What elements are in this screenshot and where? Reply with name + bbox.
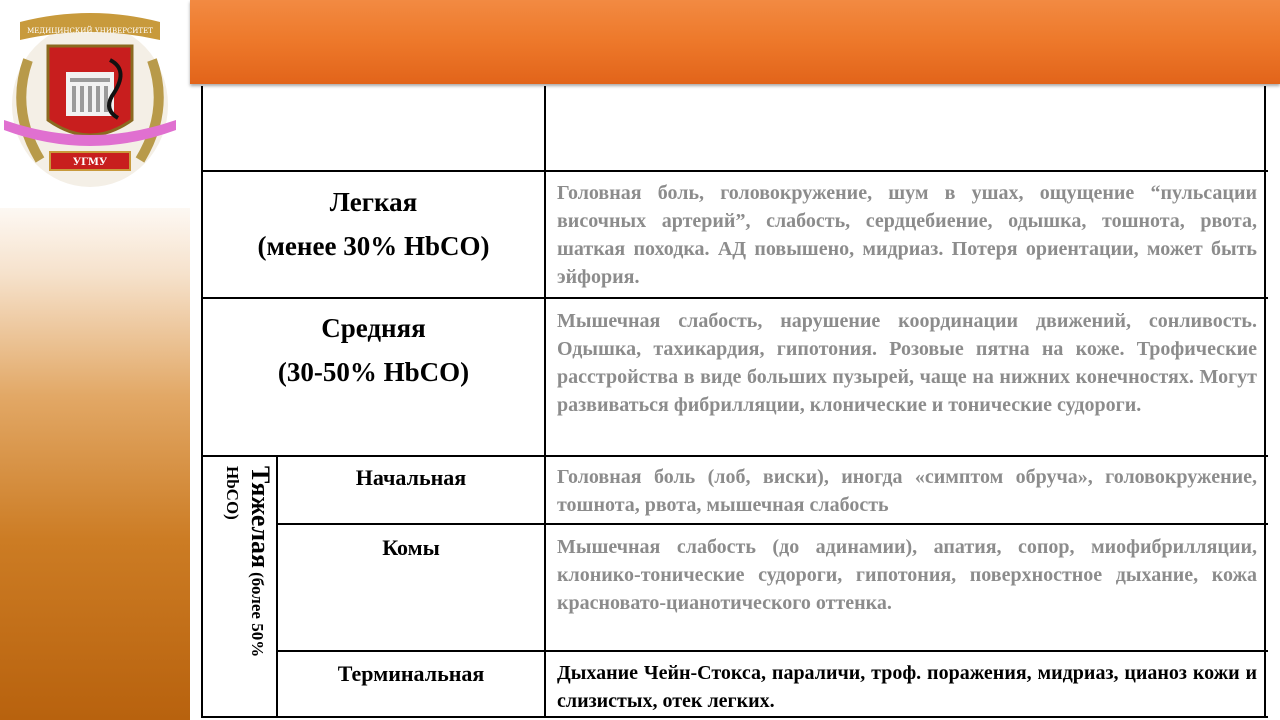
symptoms-coma: Мышечная слабость (до адинамии), апатия, сопор, миофибрилляции, клонико-тонические судороги, гипотония, поверхностное дыхание, кожа красновато-цианотического оттенка. <box>557 536 1257 614</box>
column-divider <box>544 86 546 718</box>
university-logo <box>0 0 190 208</box>
severity-label-light <box>203 180 544 268</box>
severity-name: Тяжелая <box>246 466 275 569</box>
svg-text:МЕДИЦИНСКИЙ УНИВЕРСИТЕТ: МЕДИЦИНСКИЙ УНИВЕРСИТЕТ <box>27 27 153 35</box>
svg-text:УГМУ: УГМУ <box>72 157 108 168</box>
stage-label-terminal: Терминальная <box>337 661 485 686</box>
header-bar <box>190 0 1280 84</box>
row-divider <box>276 523 1268 525</box>
row-divider <box>201 297 1268 299</box>
severity-label-moderate <box>203 306 544 394</box>
row-divider <box>201 455 1268 457</box>
row-divider <box>201 170 1268 172</box>
severity-name: Легкая <box>329 187 418 217</box>
severity-name: Средняя <box>321 313 426 343</box>
severity-range: (30-50% HbCO) <box>277 357 470 387</box>
symptoms-terminal: Дыхание Чейн-Стокса, параличи, троф. поражения, мидриаз, цианоз кожи и слизистых, отек легких. <box>557 662 1257 712</box>
severity-range: (более 50% HbCO) <box>223 466 267 658</box>
severity-range: (менее 30% HbCO) <box>257 231 490 261</box>
symptoms-initial: Головная боль (лоб, виски), иногда «симптом обруча», головокружение, тошнота, рвота, мышечная слабость <box>557 466 1257 516</box>
ugmu-emblem-icon <box>0 0 190 208</box>
severity-label-severe <box>206 466 275 712</box>
symptoms-light: Головная боль, головокружение, шум в ушах, ощущение “пульсации височных артерий”, слабость, сердцебиение, одышка, тошнота, рвота, шаткая походка. АД повышено, мидриаз. Потеря ориентации, может быть эйфория. <box>557 182 1257 288</box>
stage-label-initial: Начальная <box>355 465 467 490</box>
stage-label-coma: Комы <box>382 535 440 560</box>
row-divider <box>201 716 1268 718</box>
row-divider <box>276 650 1268 652</box>
symptoms-moderate: Мышечная слабость, нарушение координации движений, сонливость. Одышка, тахикардия, гипотония. Розовые пятна на коже. Трофические расстройства в виде больших пузырей, чаще на нижних конечностях. Могут развиваться фибрилляции, клонические и тонические судороги. <box>557 310 1257 416</box>
